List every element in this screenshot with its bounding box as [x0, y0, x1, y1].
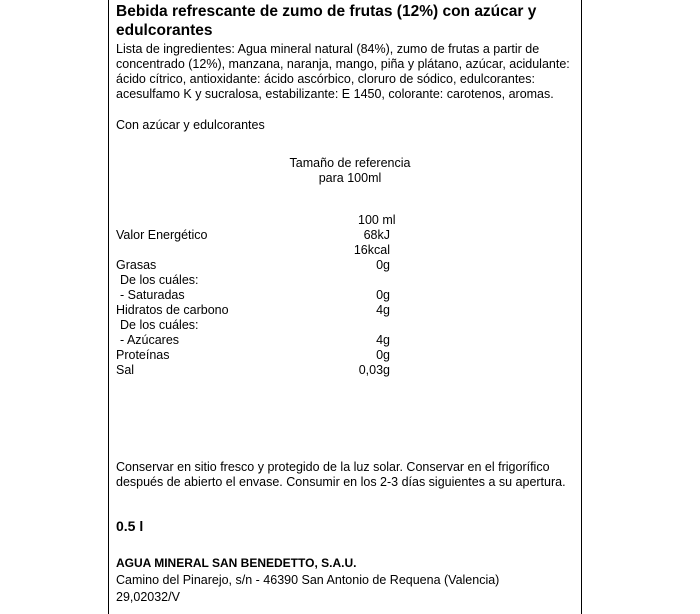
nutrition-row-value: 0g [376, 258, 390, 272]
nutrition-row-value: 68kJ [363, 228, 390, 242]
nutrition-row-value: 0,03g [358, 363, 390, 377]
reference-size-header [250, 156, 450, 186]
nutrition-row-label: - Azúcares [120, 333, 180, 347]
nutrition-row-label: De los cuáles: [120, 318, 199, 332]
company-name: AGUA MINERAL SAN BENEDETTO, S.A.U. [116, 556, 357, 570]
nutrition-row-value: 4g [376, 333, 390, 347]
nutrition-row-label: Valor Energético [116, 228, 208, 242]
nutrition-row-label: Hidratos de carbono [116, 303, 229, 317]
nutrition-row-label: Grasas [116, 258, 157, 272]
nutrition-row-label: De los cuáles: [120, 273, 199, 287]
company-address: Camino del Pinarejo, s/n - 46390 San Antonio de Requena (Valencia) [116, 573, 500, 587]
per-100ml-header: 100 ml [358, 213, 396, 227]
nutrition-row-label: - Saturadas [120, 288, 185, 302]
nutrition-row-label: Proteínas [116, 348, 170, 362]
registration-code: 29,02032/V [116, 590, 180, 604]
storage-instructions: Conservar en sitio fresco y protegido de la luz solar. Conservar en el frigorífico después de abierto el envase. Consumir en los 2-3 días siguientes a su apertura. [116, 460, 566, 489]
nutrition-row-value: 0g [376, 288, 390, 302]
product-title: Bebida refrescante de zumo de frutas (12%) con azúcar y edulcorantes [116, 3, 537, 39]
nutrition-row-value: 0g [376, 348, 390, 362]
nutrition-row-value: 4g [376, 303, 390, 317]
sweetener-claim: Con azúcar y edulcorantes [116, 118, 265, 132]
net-quantity: 0.5 l [116, 518, 144, 534]
nutrition-row-label: Sal [116, 363, 135, 377]
reference-size-line-1: Tamaño de referencia [289, 156, 411, 170]
nutrition-row-value: 16kcal [353, 243, 390, 257]
ingredients-list: Lista de ingredientes: Agua mineral natural (84%), zumo de frutas a partir de concentrado (12%), manzana, naranja, mango, piña y plátano, azúcar, acidulante: ácido cítrico, antioxidante: ácido ascórbico, cloruro de sódico, edulcorantes: acesulfamo K y sucralosa, estabilizante: E 1450, colorante: carotenos, aromas. [116, 42, 570, 101]
reference-size-line-2: para 100ml [318, 171, 382, 185]
